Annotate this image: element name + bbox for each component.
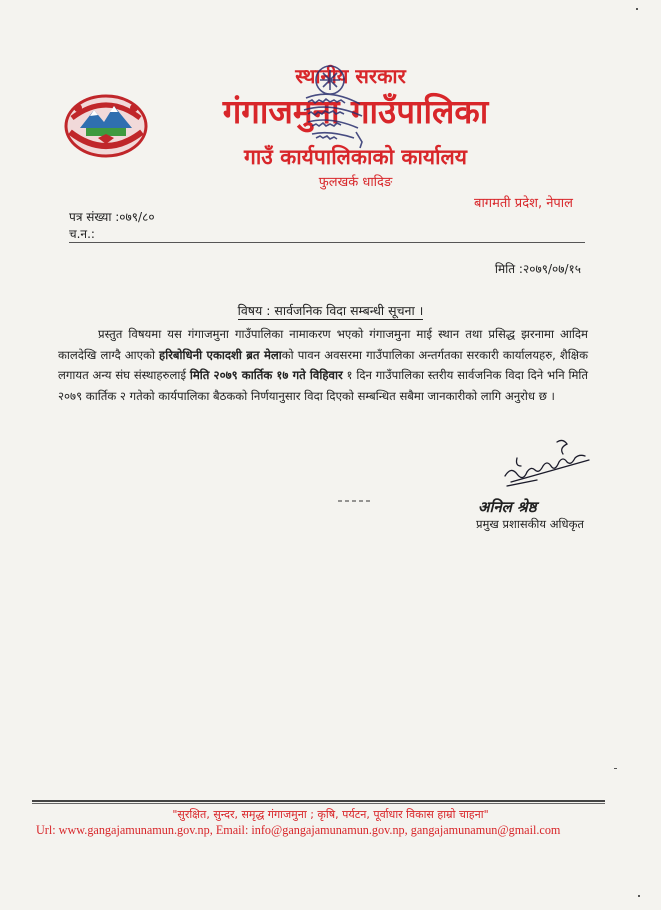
office-address: फुलखर्क धादिङ [318, 175, 393, 190]
body-part-3: १ दिन गाउँपालिका स्तरीय सार्वजनिक विदा दिने भनि मिति २०७९ कार्तिक २ गतेको कार्यपालिका बैठकको निर्णयानुसार विदा दिएको सम्बन्धित सबैमा जानकारीको लागि अनुरोध छ । [58, 368, 588, 403]
scan-speck [636, 8, 638, 10]
pen-mark [338, 500, 370, 502]
body-part-2: को पावन अवसरमा गाउँपालिका अन्तर्गतका सरकारी कार्यालयहरु, शैक्षिक लगायत अन्य संघ संस्थाहरुलाई [58, 347, 588, 382]
subject-text: विषय : सार्वजनिक विदा सम्बन्धी सूचना । [237, 303, 424, 318]
holiday-date: मिति २०७९ कार्तिक १७ गते विहिवार [189, 368, 343, 382]
letter-date: मिति :२०७९/०७/१५ [494, 262, 581, 276]
handwritten-signature [497, 436, 595, 492]
municipality-name: गंगाजमुना गाउँपालिका [222, 92, 489, 131]
footer-divider-thin [32, 803, 605, 804]
dispatch-number: च.न.: [69, 227, 95, 241]
official-stamp [268, 58, 388, 168]
header-divider [69, 242, 585, 243]
province-label: बागमती प्रदेश, नेपाल [474, 196, 573, 211]
signatory-name: अनिल श्रेष्ठ [478, 498, 537, 516]
subject-line [0, 302, 661, 319]
footer-divider [32, 800, 605, 802]
signatory-title: प्रमुख प्रशासकीय अधिकृत [476, 517, 584, 531]
fair-name: हरिबोधिनी एकादशी ब्रत मेला [159, 347, 282, 362]
letter-number: पत्र संख्या :०७९/८० [69, 210, 155, 224]
footer-contact: Url: www.gangajamunamun.gov.np, Email: info@gangajamunamun.gov.np, gangajamunamun@gmail.com [36, 823, 561, 837]
scan-speck [638, 895, 640, 897]
notice-body [58, 324, 588, 406]
office-name: गाउँ कार्यपालिकाको कार्यालय [244, 145, 467, 169]
scan-speck [614, 768, 617, 769]
footer-slogan: "सुरक्षित, सुन्दर, समृद्ध गंगाजमुना ; कृषि, पर्यटन, पूर्वाधार विकास हाम्रो चाहना" [172, 808, 489, 821]
body-part-1: प्रस्तुत विषयमा यस गंगाजमुना गाउँपालिका नामाकरण भएको गंगाजमुना माई स्थान तथा प्रसिद्ध झरनामा आदिम कालदेखि लाग्दै आएको [58, 327, 588, 362]
government-label: स्थानीय सरकार [295, 64, 406, 88]
